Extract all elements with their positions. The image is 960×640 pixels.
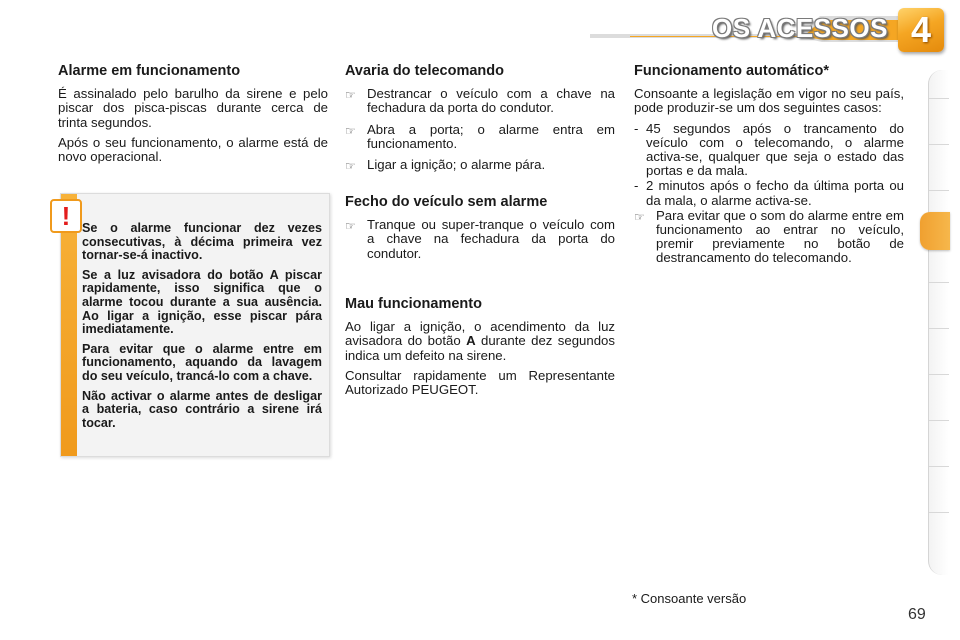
list-item: ☞ Destrancar o veículo com a chave na fechadura da porta do condutor. (345, 86, 615, 116)
paragraph: Consultar rapidamente um Representante Autorizado PEUGEOT. (345, 367, 615, 398)
lock-without-alarm-section (345, 195, 615, 268)
remote-failure-section (345, 64, 615, 180)
pointing-hand-icon: ☞ (345, 219, 356, 234)
list-item: ☞ Tranque ou super-tranque o veículo com a chave na fechadura da porta do condutor. (345, 217, 615, 261)
warning-paragraph: Não activar o alarme antes de desligar a bateria, caso contrário a sirene irá tocar. (82, 388, 322, 430)
paragraph: Ao ligar a ignição, o acendimento da luz avisadora do botão A durante dez segundos indica um defeito na sirene. (345, 319, 615, 363)
warning-stripe (61, 194, 77, 456)
malfunction-section (345, 297, 615, 403)
alarm-operation-section (58, 64, 328, 170)
warning-paragraph: Se o alarme funcionar dez vezes consecutivas, à décima primeira vez tornar-se-á inactivo. (82, 221, 322, 263)
chapter-tab-strip (928, 70, 949, 575)
chapter-number-badge: 4 (898, 8, 944, 52)
section-heading: Avaria do telecomando (345, 63, 505, 79)
list-item: ☞ Ligar a ignição; o alarme pára. (345, 157, 546, 174)
paragraph: Após o seu funcionamento, o alarme está de novo operacional. (58, 134, 328, 165)
warning-text (82, 222, 322, 436)
pointing-hand-icon: ☞ (345, 123, 356, 138)
list-item: - 45 segundos após o trancamento do veículo com o telecomando, o alarme activa-se, qualquer que seja o estado das portas e da mala. (634, 120, 904, 179)
list-item: ☞ Para evitar que o som do alarme entre em funcionamento ao entrar no veículo, premir previamente no botão de destrancamento do telecomando. (634, 207, 904, 266)
automatic-operation-section (634, 64, 904, 273)
active-chapter-tab[interactable] (920, 212, 950, 250)
chapter-title: OS ACESSOS (712, 13, 888, 43)
paragraph: É assinalado pelo barulho da sirene e pelo piscar dos pisca-piscas durante cerca de trinta segundos. (58, 86, 328, 130)
page-number: 69 (908, 606, 926, 623)
list-item: - 2 minutos após o fecho da última porta ou da mala, o alarme activa-se. (634, 178, 904, 208)
section-heading: Mau funcionamento (345, 296, 482, 312)
pointing-hand-icon: ☞ (345, 88, 356, 103)
paragraph: Consoante a legislação em vigor no seu país, pode produzir-se um dos seguintes casos: (634, 86, 904, 116)
section-heading: Fecho do veículo sem alarme (345, 194, 548, 210)
warning-paragraph: Para evitar que o alarme entre em funcionamento, aquando da lavagem do seu veículo, trancá-lo com a chave. (82, 341, 322, 383)
footnote: * Consoante versão (632, 591, 747, 606)
pointing-hand-icon: ☞ (345, 159, 356, 174)
pointing-hand-icon: ☞ (634, 209, 645, 224)
section-heading: Alarme em funcionamento (58, 63, 241, 79)
exclamation-warning-icon: ! (50, 199, 82, 233)
warning-paragraph: Se a luz avisadora do botão A piscar rapidamente, isso significa que o alarme tocou durante a sua ausência. Ao ligar a ignição, esse piscar pára imediatamente. (82, 267, 323, 337)
section-heading: Funcionamento automático* (634, 63, 829, 79)
list-item: ☞ Abra a porta; o alarme entra em funcionamento. (345, 121, 615, 151)
